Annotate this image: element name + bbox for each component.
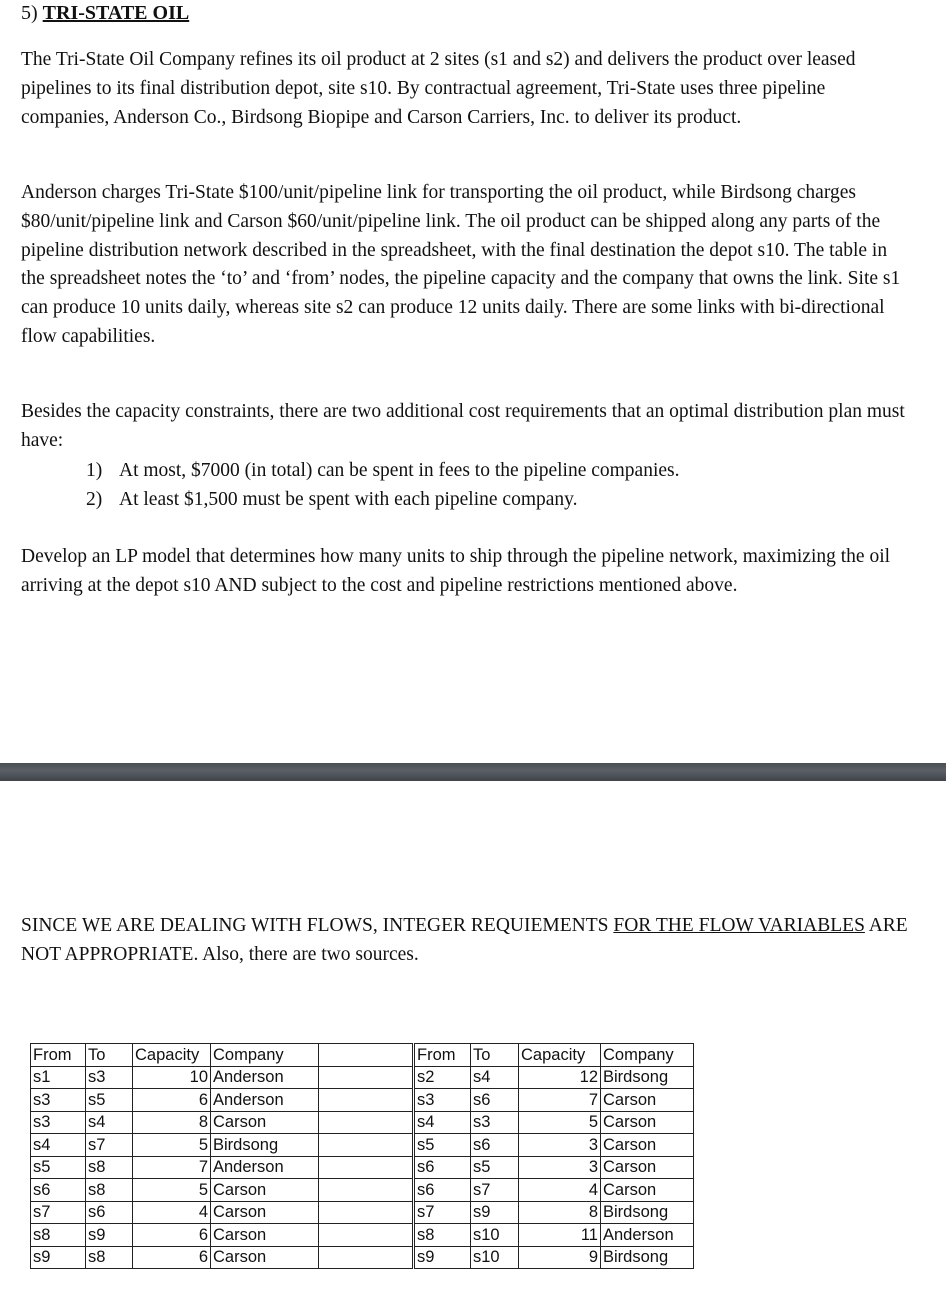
table-header-cell: From	[31, 1044, 86, 1067]
table-cell: s9	[31, 1246, 86, 1269]
requirement-number: 1)	[86, 460, 103, 481]
table-header-cell: To	[86, 1044, 133, 1067]
table-row	[415, 1111, 694, 1134]
empty-cell	[319, 1111, 413, 1134]
requirement-item	[86, 456, 680, 485]
section-divider	[0, 763, 946, 781]
table-cell: 10	[133, 1066, 211, 1089]
table-header-cell: Company	[211, 1044, 319, 1067]
table-row	[31, 1066, 413, 1089]
table-header-row	[415, 1044, 694, 1067]
note-underlined-text: FOR THE FLOW VARIABLES	[613, 915, 865, 936]
flow-note	[21, 911, 921, 969]
empty-cell	[319, 1201, 413, 1224]
table-cell: s6	[86, 1201, 133, 1224]
requirement-item	[86, 485, 680, 514]
table-cell: s7	[415, 1201, 471, 1224]
table-row	[415, 1201, 694, 1224]
table-cell: s5	[86, 1089, 133, 1112]
empty-cell	[319, 1156, 413, 1179]
table-cell: s4	[86, 1111, 133, 1134]
note-text: SINCE WE ARE DEALING WITH FLOWS, INTEGER REQUIEMENTS	[21, 915, 614, 936]
table-cell: s3	[31, 1089, 86, 1112]
table-cell: 8	[519, 1201, 601, 1224]
table-cell: Carson	[601, 1156, 694, 1179]
table-cell: 5	[133, 1134, 211, 1157]
table-cell: Carson	[211, 1179, 319, 1202]
table-cell: Anderson	[601, 1224, 694, 1247]
table-row	[31, 1246, 413, 1269]
table-cell: Birdsong	[211, 1134, 319, 1157]
table-cell: 6	[133, 1224, 211, 1247]
requirement-number: 2)	[86, 489, 103, 510]
table-cell: s7	[471, 1179, 519, 1202]
empty-cell	[319, 1246, 413, 1269]
requirements-list	[86, 456, 680, 514]
table-cell: s5	[471, 1156, 519, 1179]
table-header-row	[31, 1044, 413, 1067]
table-cell: 4	[519, 1179, 601, 1202]
empty-cell	[319, 1134, 413, 1157]
table-cell: s8	[415, 1224, 471, 1247]
table-cell: s8	[31, 1224, 86, 1247]
empty-cell	[319, 1066, 413, 1089]
table-cell: Carson	[601, 1134, 694, 1157]
table-cell: s9	[415, 1246, 471, 1269]
table-cell: 3	[519, 1134, 601, 1157]
empty-cell	[319, 1044, 413, 1067]
table-cell: s8	[86, 1246, 133, 1269]
constraints-paragraph: Besides the capacity constraints, there are two additional cost requirements that an optimal distribution plan must have:	[21, 401, 905, 451]
table-header-cell: Capacity	[133, 1044, 211, 1067]
pipeline-table-left	[30, 1043, 413, 1269]
requirement-text: At most, $7000 (in total) can be spent in fees to the pipeline companies.	[119, 460, 680, 481]
table-row	[415, 1179, 694, 1202]
table-cell: s3	[471, 1111, 519, 1134]
table-cell: Carson	[211, 1201, 319, 1224]
table-cell: s10	[471, 1246, 519, 1269]
table-cell: 6	[133, 1089, 211, 1112]
table-cell: s7	[86, 1134, 133, 1157]
problem-title: TRI-STATE OIL	[42, 2, 190, 24]
table-cell: s6	[471, 1134, 519, 1157]
empty-cell	[319, 1224, 413, 1247]
table-cell: Anderson	[211, 1156, 319, 1179]
table-cell: s6	[471, 1089, 519, 1112]
empty-cell	[319, 1089, 413, 1112]
requirement-text: At least $1,500 must be spent with each pipeline company.	[119, 489, 578, 510]
problem-heading	[21, 0, 189, 26]
table-row	[31, 1089, 413, 1112]
table-header-cell: Company	[601, 1044, 694, 1067]
table-header-cell: Capacity	[519, 1044, 601, 1067]
table-row	[415, 1089, 694, 1112]
table-cell: 7	[133, 1156, 211, 1179]
table-row	[415, 1066, 694, 1089]
table-cell: 12	[519, 1066, 601, 1089]
table-cell: Carson	[211, 1224, 319, 1247]
table-cell: s8	[86, 1156, 133, 1179]
table-cell: 3	[519, 1156, 601, 1179]
table-cell: 8	[133, 1111, 211, 1134]
table-cell: 9	[519, 1246, 601, 1269]
table-row	[31, 1134, 413, 1157]
table-cell: s8	[86, 1179, 133, 1202]
table-row	[415, 1246, 694, 1269]
table-cell: s6	[31, 1179, 86, 1202]
table-row	[31, 1156, 413, 1179]
table-row	[415, 1134, 694, 1157]
empty-cell	[319, 1179, 413, 1202]
table-cell: 6	[133, 1246, 211, 1269]
table-cell: Birdsong	[601, 1246, 694, 1269]
table-row	[415, 1224, 694, 1247]
table-cell: s2	[415, 1066, 471, 1089]
table-cell: s5	[415, 1134, 471, 1157]
table-cell: s4	[31, 1134, 86, 1157]
table-cell: 5	[133, 1179, 211, 1202]
table-cell: s6	[415, 1156, 471, 1179]
table-cell: s3	[86, 1066, 133, 1089]
table-row	[31, 1111, 413, 1134]
table-row	[31, 1179, 413, 1202]
table-row	[415, 1156, 694, 1179]
table-cell: Carson	[211, 1111, 319, 1134]
pricing-paragraph: Anderson charges Tri-State $100/unit/pipeline link for transporting the oil product, while Birdsong charges $80/unit/pipeline link and Carson $60/unit/pipeline link. The oil product can be shipped along any parts of the pipeline distribution network described in the spreadsheet, with the final destination the depot s10. The table in the spreadsheet notes the ‘to’ and ‘from’ nodes, the pipeline capacity and the company that owns the link. Site s1 can produce 10 units daily, whereas site s2 can produce 12 units daily. There are some links with bi-directional flow capabilities.	[21, 182, 901, 347]
intro-paragraph: The Tri-State Oil Company refines its oil product at 2 sites (s1 and s2) and delivers the product over leased pipelines to its final distribution depot, site s10. By contractual agreement, Tri-State uses three pipeline companies, Anderson Co., Birdsong Biopipe and Carson Carriers, Inc. to deliver its product.	[21, 49, 856, 128]
table-cell: Carson	[601, 1089, 694, 1112]
table-cell: Carson	[601, 1179, 694, 1202]
table-cell: s1	[31, 1066, 86, 1089]
table-cell: Anderson	[211, 1066, 319, 1089]
table-cell: Birdsong	[601, 1066, 694, 1089]
table-cell: Carson	[211, 1246, 319, 1269]
table-row	[31, 1224, 413, 1247]
problem-number: 5)	[21, 2, 38, 24]
table-cell: s4	[415, 1111, 471, 1134]
table-row	[31, 1201, 413, 1224]
table-cell: 7	[519, 1089, 601, 1112]
table-header-cell: To	[471, 1044, 519, 1067]
table-cell: Carson	[601, 1111, 694, 1134]
table-cell: 5	[519, 1111, 601, 1134]
table-cell: s3	[415, 1089, 471, 1112]
table-cell: Birdsong	[601, 1201, 694, 1224]
table-cell: s10	[471, 1224, 519, 1247]
table-cell: s9	[86, 1224, 133, 1247]
table-cell: s7	[31, 1201, 86, 1224]
table-cell: s6	[415, 1179, 471, 1202]
table-cell: 11	[519, 1224, 601, 1247]
table-cell: s4	[471, 1066, 519, 1089]
task-paragraph: Develop an LP model that determines how many units to ship through the pipeline network, maximizing the oil arriving at the depot s10 AND subject to the cost and pipeline restrictions mentioned above.	[21, 546, 891, 596]
table-cell: s3	[31, 1111, 86, 1134]
table-cell: s9	[471, 1201, 519, 1224]
pipeline-table-right	[414, 1043, 694, 1269]
table-header-cell: From	[415, 1044, 471, 1067]
note-text-end: ARE NOT APPROPRIATE. Also, there are two sources.	[21, 915, 908, 965]
table-cell: Anderson	[211, 1089, 319, 1112]
table-cell: 4	[133, 1201, 211, 1224]
table-cell: s5	[31, 1156, 86, 1179]
